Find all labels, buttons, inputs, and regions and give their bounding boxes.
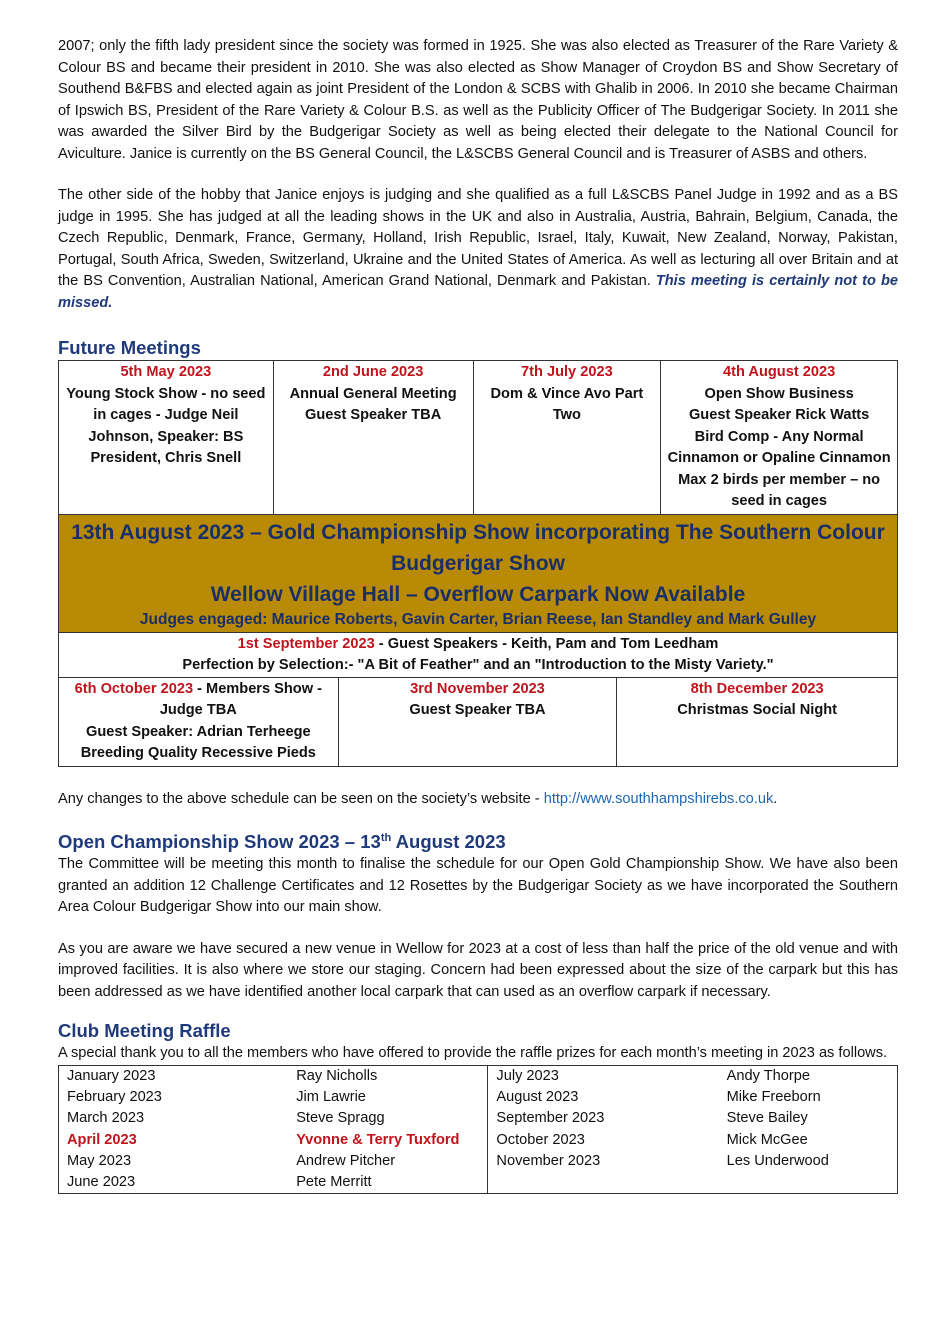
meeting-details: Guest Speaker TBA xyxy=(409,702,546,718)
future-meetings-table-end xyxy=(58,677,898,767)
raffle-donor: Steve Bailey xyxy=(726,1110,808,1127)
meeting-cell xyxy=(661,361,898,515)
gold-show-row xyxy=(59,514,898,632)
open-show-paragraph-2: As you are aware we have secured a new venue in Wellow for 2023 at a cost of less than half the price of the old venue and with improved facilities. It is also where we store our staging. Concern had been expressed about the size of the carpark but this has been addressed as we have identified another local carpark that can used as an overflow carpark if necessary. xyxy=(58,940,898,1000)
open-show-heading-post: August 2023 xyxy=(391,831,506,853)
september-line-1 xyxy=(63,634,893,655)
meeting-cell xyxy=(617,677,898,766)
meetings-row-1 xyxy=(59,361,898,515)
meeting-cell xyxy=(338,677,617,766)
raffle-table xyxy=(58,1065,898,1195)
meeting-date: 4th August 2023 xyxy=(723,364,836,380)
meeting-details: Max 2 birds per member – no seed in cages xyxy=(678,471,881,509)
raffle-intro: A special thank you to all the members who have offered to provide the raffle prizes for each month’s meeting in 2023 as follows. xyxy=(58,1045,888,1062)
future-meetings-table xyxy=(58,360,898,678)
meeting-cell xyxy=(273,361,473,515)
raffle-month: November 2023 xyxy=(496,1152,601,1169)
raffle-months-right xyxy=(488,1065,719,1194)
open-show-heading xyxy=(58,826,898,854)
meeting-details: - Guest Speakers - Keith, Pam and Tom Leedham xyxy=(374,635,719,652)
raffle-donor: Les Underwood xyxy=(726,1152,829,1169)
intro-paragraph-2 xyxy=(58,185,898,314)
meeting-date: 5th May 2023 xyxy=(120,364,212,380)
meeting-details: - Members Show - Judge TBA xyxy=(159,680,322,718)
meeting-details: Guest Speaker TBA xyxy=(304,407,442,423)
raffle-donor: Ray Nicholls xyxy=(296,1067,378,1084)
raffle-months-left xyxy=(59,1065,289,1194)
gold-show-judges: Judges engaged: Maurice Roberts, Gavin Carter, Brian Reese, Ian Standley and Mark Gulley xyxy=(139,610,817,628)
open-show-heading-sup: th xyxy=(380,832,392,844)
open-show-paragraph-1: The Committee will be meeting this month to finalise the schedule for our Open Gold Championship Show. We have also been granted an addition 12 Challenge Certificates and 12 Rosettes by the Budgerigar Society as we have incorporated the Southern Area Colour Budgerigar Show into our main show. xyxy=(58,856,898,916)
society-website-link[interactable]: http://www.southhampshirebs.co.uk xyxy=(543,790,774,807)
meeting-details: Dom & Vince Avo Part Two xyxy=(490,385,644,423)
schedule-changes-end: . xyxy=(773,790,778,807)
raffle-donor-highlight: Yvonne & Terry Tuxford xyxy=(296,1131,460,1148)
meeting-details: Bird Comp - Any Normal Cinnamon or Opaline Cinnamon xyxy=(667,428,891,466)
meeting-date: 8th December 2023 xyxy=(690,680,824,697)
meeting-cell xyxy=(59,361,274,515)
meeting-details: Young Stock Show - no seed in cages - Judge Neil Johnson, Speaker: BS President, Chris Snell xyxy=(66,385,266,466)
intro-paragraph-2-text: The other side of the hobby that Janice enjoys is judging and she qualified as a full L&SCBS Panel Judge in 1992 and as a BS judge in 1995. She has judged at all the leading shows in the UK and also in Australia, Austria, Bahrain, Belgium, Canada, the Czech Republic, Denmark, France, Germany, Holland, Irish Republic, Israel, Italy, Kuwait, New Zealand, Norway, Pakistan, Portugal, South Africa, Sweden, Switzerland, Ukraine and the United States of America. As well as lecturing all over Britain and at the BS Convention, Australian National, American Grand National, Denmark and Pakistan. xyxy=(58,187,898,289)
raffle-donor: Pete Merritt xyxy=(296,1174,372,1191)
meeting-date: 1st September 2023 xyxy=(237,635,375,652)
meeting-date: 6th October 2023 xyxy=(74,680,194,697)
september-line-2: Perfection by Selection:- "A Bit of Feather" and an "Introduction to the Misty Variety." xyxy=(182,656,774,673)
gold-show-title: 13th August 2023 – Gold Championship Show incorporating The Southern Colour Budgerigar Show xyxy=(71,520,885,575)
raffle-month: August 2023 xyxy=(496,1088,579,1105)
raffle-donor: Mick McGee xyxy=(726,1131,808,1148)
meeting-date: 2nd June 2023 xyxy=(322,364,424,380)
meeting-details: Guest Speaker: Adrian Terheege xyxy=(86,723,311,740)
meeting-details: Breeding Quality Recessive Pieds xyxy=(80,745,316,761)
meeting-details: Guest Speaker Rick Watts xyxy=(688,407,870,423)
raffle-month: June 2023 xyxy=(67,1174,136,1191)
future-meetings-heading: Future Meetings xyxy=(58,337,201,358)
september-row xyxy=(59,632,898,677)
raffle-donor: Andy Thorpe xyxy=(726,1067,810,1084)
meeting-details: Open Show Business xyxy=(704,385,854,402)
intro-highlight: This meeting is certainly not to be missed. xyxy=(58,273,898,311)
september-meeting xyxy=(59,632,898,677)
gold-show-venue: Wellow Village Hall – Overflow Carpark Now Available xyxy=(210,582,746,606)
raffle-month: January 2023 xyxy=(67,1067,156,1084)
raffle-names-left xyxy=(288,1065,488,1194)
newsletter-page xyxy=(58,36,898,1194)
raffle-donor: Steve Spragg xyxy=(296,1110,385,1127)
open-show-heading-pre: Open Championship Show 2023 – 13 xyxy=(58,831,381,853)
meeting-cell xyxy=(59,677,339,766)
raffle-donor: Jim Lawrie xyxy=(296,1088,366,1105)
raffle-names-right xyxy=(719,1065,898,1194)
raffle-donor: Mike Freeborn xyxy=(726,1088,821,1105)
gold-show-banner xyxy=(59,514,898,632)
raffle-month: October 2023 xyxy=(496,1131,585,1148)
raffle-month: September 2023 xyxy=(496,1110,605,1127)
october-heading xyxy=(63,679,334,722)
meetings-row-3 xyxy=(59,677,898,766)
meeting-cell xyxy=(473,361,661,515)
meeting-date: 7th July 2023 xyxy=(521,364,613,380)
raffle-month: February 2023 xyxy=(67,1088,162,1105)
meeting-details: Annual General Meeting xyxy=(289,385,457,402)
meeting-details: Christmas Social Night xyxy=(677,702,838,718)
schedule-changes-text: Any changes to the above schedule can be seen on the society’s website - xyxy=(58,790,544,807)
raffle-row xyxy=(59,1065,898,1194)
meeting-date: 3rd November 2023 xyxy=(410,680,545,697)
raffle-month: May 2023 xyxy=(67,1152,132,1169)
raffle-donor: Andrew Pitcher xyxy=(296,1152,396,1169)
intro-paragraph-1: 2007; only the fifth lady president since the society was formed in 1925. She was also elected as Treasurer of the Rare Variety & Colour BS and became their president in 2010. She was also elected as Show Manager of Croydon BS and Show Secretary of Southend B&FBS and elected again as joint President of the London & SCBS with Ghalib in 2006. In 2010 she became Chairman of Ipswich BS, President of the Rare Variety & Colour B.S. as well as the Publicity Officer of The Budgerigar Society. In 2011 she was awarded the Silver Bird by the Budgerigar Society as well as being elected their delegate to the National Council for Aviculture. Janice is currently on the BS General Council, the L&SCBS General Council and is Treasurer of ASBS and others. xyxy=(58,38,898,162)
raffle-month: July 2023 xyxy=(496,1067,559,1084)
schedule-changes-note xyxy=(58,789,898,811)
raffle-heading: Club Meeting Raffle xyxy=(58,1020,231,1042)
raffle-month: March 2023 xyxy=(67,1110,145,1127)
raffle-month-highlight: April 2023 xyxy=(67,1131,137,1148)
